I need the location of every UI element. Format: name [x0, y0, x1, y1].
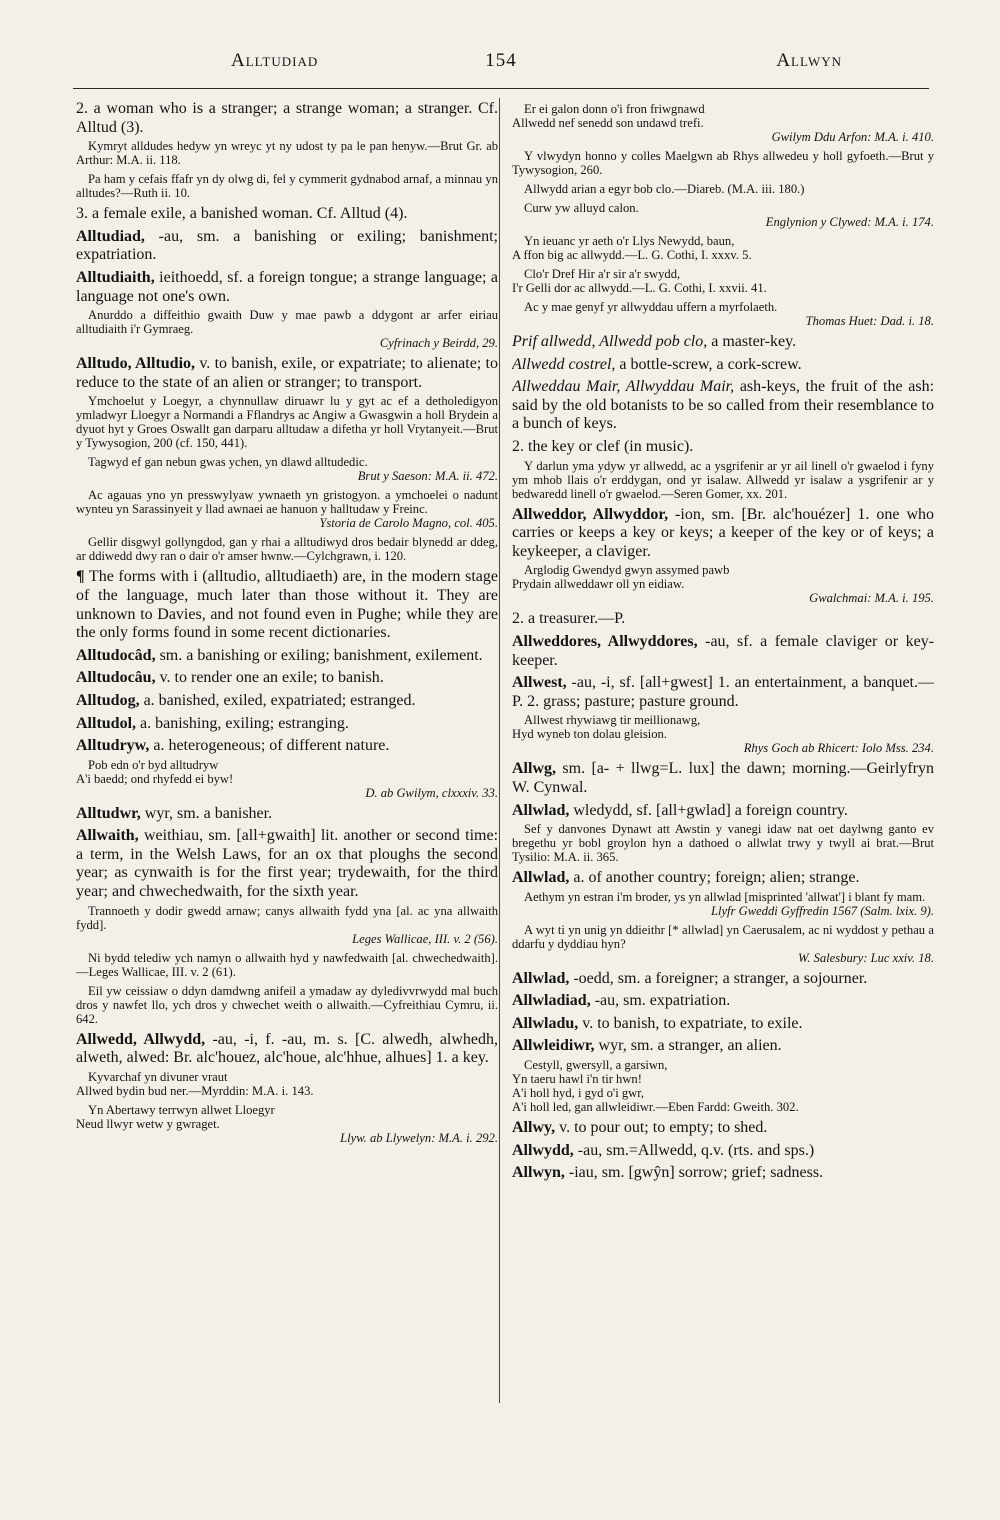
right-column — [512, 100, 934, 1500]
citation-source: Rhys Goch ab Rhicert: Iolo Mss. 234. — [743, 741, 934, 756]
entry-headword: Alltudol, — [76, 714, 137, 732]
entry-definition: sm. a banishing or exiling; banishment, exilement. — [159, 646, 483, 664]
citation-quote — [512, 149, 934, 177]
entry-headword: Alltudiaith, — [76, 268, 155, 286]
citation-text: Pa ham y cefais ffafr yn dy olwg di, fel y cymmerit gydnabod arnaf, a minnau yn alltudes?—Ruth ii. 10. — [76, 172, 498, 201]
citation-text: Arglodig Gwendyd gwyn assymed pawb Prydain allweddawr oll yn eidiaw. — [512, 563, 730, 592]
entry-line — [512, 802, 934, 821]
entry-line — [512, 1164, 934, 1183]
entry-headword: Allwlad, — [512, 869, 570, 887]
entry-definition: ash-keys, the fruit of the ash: said by the old botanists to be so called from their resemblance to a bunch of keys. — [512, 378, 934, 433]
entry-line — [512, 356, 934, 375]
dictionary-entry — [76, 1031, 498, 1145]
citation-quote — [76, 904, 498, 946]
entry-headword: Prif allwedd, Allwedd pob clo, — [512, 333, 708, 350]
dictionary-entry — [512, 760, 934, 797]
entry-definition: v. to render one an exile; to banish. — [159, 669, 384, 687]
entry-definition: -au, sf. a female claviger or key-keeper. — [512, 632, 934, 669]
citation-quote — [512, 822, 934, 864]
column-divider — [499, 98, 500, 1403]
citation-text: Ymchoelut y Loegyr, a chynnullaw diruawr lu y gyt ac ef a detholedigyon ymladwyr Lloegyr a Normandi a Fflandrys ac Angiw a Gwasgwin a holl Brydein a dyuot hyt y Groes Oswallt gan darparu alltudaw a difetha yr holl Vrytanyeit.—Brut y Tywysogion, 200 (cf. 150, 441). — [76, 394, 498, 451]
entry-line — [512, 633, 934, 670]
entry-line — [76, 669, 498, 688]
entry-definition: v. to pour out; to empty; to shed. — [559, 1119, 768, 1137]
entry-line — [76, 228, 498, 265]
entry-line — [512, 438, 934, 457]
citation-quote — [512, 563, 934, 605]
entry-headword: Allwleidiwr, — [512, 1037, 595, 1055]
citation-source: D. ab Gwilym, clxxxiv. 33. — [365, 785, 498, 800]
citation-text: A wyt ti yn unig yn ddieithr [* allwlad] yn Caerusalem, ac ni wyddost y pethau a ddarfu y dyddiau hyn? — [512, 922, 934, 951]
citation-text: Gellir disgwyl gollyngdod, gan y rhai a alltudiwyd dros bedair blynedd ar ddeg, ar ddiwedd dwy ran o dair o'r amser hwnw.—Cylchgrawn, i. 120. — [76, 535, 498, 564]
dictionary-entry — [76, 100, 498, 200]
citation-source: Ystoria de Carolo Magno, col. 405. — [319, 516, 498, 531]
citation-quote — [512, 713, 934, 755]
dictionary-entry — [512, 1015, 934, 1034]
entry-line — [512, 506, 934, 562]
citation-quote — [76, 139, 498, 167]
entry-line — [76, 715, 498, 734]
header-rule — [73, 88, 929, 89]
entry-headword: Allwydd, — [512, 1141, 574, 1159]
entry-definition: 2. a treasurer.—P. — [512, 610, 626, 628]
entry-line — [512, 992, 934, 1011]
entry-line — [512, 378, 934, 434]
entry-definition: a. of another country; foreign; alien; strange. — [573, 869, 860, 887]
entry-line — [512, 1142, 934, 1161]
citation-text: Eil yw ceissiaw o ddyn damdwng anifeil a ymadaw ay dyledivvrwydd mal buch dros y nawfet llo, ych dros y chwechet weith o allwaith.—Cyfreithiau Cymru, ii. 642. — [76, 983, 498, 1026]
entry-headword: Alltudocâd, — [76, 646, 156, 664]
entry-headword: Allwg, — [512, 760, 556, 778]
citation-source: Llyw. ab Llywelyn: M.A. i. 292. — [340, 1130, 498, 1145]
citation-quote — [512, 459, 934, 501]
citation-text: Er ei galon donn o'i fron friwgnawd Allwedd nef senedd son undawd trefi. — [512, 102, 705, 130]
citation-quote — [512, 1058, 934, 1114]
citation-text: Ac y mae genyf yr allwyddau uffern a myrfolaeth. — [524, 300, 778, 314]
entry-headword: Allweddor, Allwyddor, — [512, 505, 669, 523]
entry-definition: ieithoedd, sf. a foreign tongue; a strange language; a language not one's own. — [76, 268, 498, 305]
entry-definition: -au, sm. expatriation. — [594, 992, 731, 1010]
citation-quote — [512, 234, 934, 262]
citation-text: Pob edn o'r byd alltudryw A'i baedd; ond rhyfedd ei byw! — [76, 757, 234, 786]
citation-text: Trannoeth y dodir gwedd arnaw; canys allwaith fydd yna [al. ac yna allwaith fydd]. — [76, 903, 498, 932]
entry-line — [76, 269, 498, 306]
entry-headword: Alltudocâu, — [76, 669, 156, 687]
entry-line — [512, 760, 934, 797]
dictionary-entry — [512, 378, 934, 434]
entry-line — [512, 333, 934, 352]
dictionary-entry — [512, 438, 934, 501]
citation-source: Englynion y Clywed: M.A. i. 174. — [765, 215, 934, 229]
citation-text: Anurddo a diffeithio gwaith Duw y mae pawb a ddygont ar arfer eiriau alltudiaith i'r Gymraeg. — [76, 308, 498, 337]
entry-headword: Alltudo, Alltudio, — [76, 355, 196, 373]
entry-definition: wledydd, sf. [all+gwlad] a foreign country. — [573, 801, 848, 819]
citation-source: Llyfr Gweddi Gyffredin 1567 (Salm. lxix. 9). — [710, 903, 934, 918]
citation-text: Yn Abertawy terrwyn allwet Lloegyr Neud llwyr wetw y gwraget. — [76, 1102, 275, 1131]
entry-definition: The forms with i (alltudio, alltudiaeth) are, in the modern stage of the language, much later than those without it. They are unknown to Davies, and not found even in Pughe; while they are the only forms found in some recent dictionaries. — [76, 568, 498, 642]
entry-line — [76, 205, 498, 224]
entry-definition: -au, -i, f. -au, m. s. [C. alwedh, alwhedh, alweth, alwed: Br. alc'houez, alc'houe, alc'hhue, alhues] 1. a key. — [76, 1030, 498, 1067]
citation-text: Clo'r Dref Hir a'r sir a'r swydd, I'r Gelli dor ac allwydd.—L. G. Cothi, I. xxvii. 41. — [512, 267, 767, 295]
dictionary-entry — [512, 333, 934, 352]
dictionary-entry — [512, 610, 934, 629]
entry-definition: a. banished, exiled, expatriated; estranged. — [143, 691, 416, 709]
citation-text: Y darlun yma ydyw yr allwedd, ac a ysgrifenir ar yr ail linell o'r gwaelod i fyny ym mhob llais o'r erddygan, ond yr isalaw. Allwedd yr isalaw a ysgrifenir ar y bedwaredd linell o'r gwaelod.—Seren Gomer, xx. 201. — [512, 458, 934, 501]
dictionary-entry — [76, 737, 498, 800]
entry-headword: Allwlad, — [512, 969, 570, 987]
entry-line — [512, 674, 934, 711]
citation-text: Aethym yn estran i'm broder, ys yn allwlad [misprinted 'allwat'] i blant fy mam. — [524, 889, 926, 904]
dictionary-entry — [512, 869, 934, 965]
entry-line — [512, 1037, 934, 1056]
entry-headword: Allwlad, — [512, 801, 570, 819]
dictionary-entry — [512, 1142, 934, 1161]
entry-definition: a. banishing, exiling; estranging. — [140, 714, 349, 732]
entry-definition: v. to banish, exile, or expatriate; to alienate; to reduce to the state of an alien or stranger; to transport. — [76, 355, 498, 391]
dictionary-entry — [512, 1119, 934, 1138]
dictionary-entry — [512, 102, 934, 328]
citation-source: Thomas Huet: Dad. i. 18. — [805, 314, 934, 328]
entry-definition: a master-key. — [711, 333, 797, 350]
citation-text: Sef y danvones Dynawt att Awstin y vanegi idaw nat oet daylwng ganto ev bregethu yr bobl groylon hyn a dathoed o allwlat trwy y twyll ai brat.—Brut Tysilio: M.A. ii. 365. — [512, 822, 934, 865]
citation-text: Y vlwydyn honno y colles Maelgwn ab Rhys allwedeu y holl gyfoeth.—Brut y Tywysogion, 260. — [512, 149, 934, 177]
running-header — [70, 50, 932, 84]
citation-text: Tagwyd ef gan nebun gwas ychen, yn dlawd alltudedic. — [88, 455, 368, 470]
dictionary-entry — [512, 674, 934, 755]
entry-definition: -au, -i, sf. [all+gwest] 1. an entertainment, a banquet.—P. 2. grass; pasture; pasture ground. — [512, 674, 934, 710]
citation-text: Allwest rhywiawg tir meillionawg, Hyd wyneb ton dolau gleision. — [512, 713, 701, 742]
entry-line — [512, 610, 934, 629]
dictionary-entry — [76, 205, 498, 224]
citation-source: Gwilym Ddu Arfon: M.A. i. 410. — [771, 130, 934, 144]
entry-definition: -au, sm.=Allwedd, q.v. (rts. and sps.) — [577, 1141, 815, 1159]
entry-line — [76, 1031, 498, 1068]
citation-text: Kyvarchaf yn divuner vraut Allwed bydin bud ner.—Myrddin: M.A. i. 143. — [76, 1069, 314, 1098]
dictionary-entry — [76, 669, 498, 688]
citation-quote — [76, 488, 498, 530]
header-right-guideword: Allwyn — [776, 50, 842, 71]
entry-line — [512, 970, 934, 989]
page-number: 154 — [485, 50, 517, 71]
citation-text: Kymryt alldudes hedyw yn wreyc yt ny udost ty pa le pan henyw.—Brut Gr. ab Arthur: M.A. ii. 118. — [76, 139, 498, 168]
entry-definition: wyr, sm. a stranger, an alien. — [598, 1037, 782, 1055]
citation-text: Ni bydd telediw ych namyn o allwaith hyd y nawfedwaith [al. chwechedwaith].—Leges Wallicae, III. v. 2 (61). — [76, 950, 498, 979]
entry-definition: 2. a woman who is a stranger; a strange woman; a stranger. Cf. Alltud (3). — [76, 100, 498, 136]
entry-definition: v. to banish, to expatriate, to exile. — [582, 1014, 803, 1032]
entry-headword: Allwladiad, — [512, 992, 591, 1010]
entry-definition: sm. [a- + llwg=L. lux] the dawn; morning.—Geirlyfryn W. Cynwal. — [512, 760, 934, 796]
citation-text: Cestyll, gwersyll, a garsiwn, Yn taeru hawl i'n tir hwn! A'i holl hyd, i gyd o'i gwr, A'i holl led, gan allwleidiwr.—Eben Fardd: Gweith. 302. — [512, 1058, 799, 1115]
entry-line — [76, 805, 498, 824]
citation-text: Curw yw alluyd calon. — [524, 201, 639, 215]
entry-line — [76, 100, 498, 137]
entry-line — [76, 355, 498, 392]
citation-quote — [512, 300, 934, 328]
dictionary-entry — [512, 992, 934, 1011]
dictionary-entry — [76, 355, 498, 563]
entry-definition: a. heterogeneous; of different nature. — [153, 737, 390, 755]
entry-definition: 2. the key or clef (in music). — [512, 437, 694, 455]
entry-headword: Allwaith, — [76, 827, 139, 845]
dictionary-entry — [76, 827, 498, 1025]
entry-line — [512, 1015, 934, 1034]
dictionary-entry — [512, 506, 934, 606]
entry-line — [76, 692, 498, 711]
entry-headword: Alltudog, — [76, 691, 140, 709]
entry-definition: weithiau, sm. [all+gwaith] lit. another or second time: a term, in the Welsh Laws, for an ox that ploughs the second year; as cynwaith is for the first year; trydewaith, for the third year; and chwechedwaith, for the sixth year. — [76, 827, 498, 901]
citation-quote — [512, 182, 934, 196]
entry-headword: Allwedd costrel, — [512, 355, 616, 373]
dictionary-entry — [512, 633, 934, 670]
dictionary-entry — [512, 970, 934, 989]
citation-text: Yn ieuanc yr aeth o'r Llys Newydd, baun, A ffon big ac allwydd.—L. G. Cothi, I. xxxv. 5. — [512, 234, 752, 262]
citation-quote — [512, 923, 934, 965]
citation-quote — [76, 1103, 498, 1145]
citation-quote — [76, 394, 498, 450]
dictionary-entry — [76, 269, 498, 350]
dictionary-entry — [76, 647, 498, 666]
dictionary-entry — [76, 692, 498, 711]
citation-quote — [512, 102, 934, 144]
dictionary-entry — [512, 802, 934, 865]
entry-line — [512, 1119, 934, 1138]
citation-text: Ac agauas yno yn presswylyaw ywnaeth yn gristogyon. a ymchoelei o nadunt wynteu yn Sarassinyeit y llad awnaei ae hanuon y halltudaw y Freinc. — [76, 488, 498, 517]
dictionary-entry — [76, 805, 498, 824]
citation-quote — [76, 172, 498, 200]
citation-quote — [512, 890, 934, 918]
citation-quote — [76, 535, 498, 563]
entry-headword: Allwyn, — [512, 1164, 565, 1182]
entry-headword: ¶ — [76, 568, 85, 586]
citation-quote — [512, 201, 934, 229]
entry-headword: Alltudwr, — [76, 804, 141, 822]
citation-quote — [76, 308, 498, 350]
entry-line — [76, 568, 498, 642]
dictionary-entry — [76, 715, 498, 734]
entry-headword: Alltudryw, — [76, 737, 150, 755]
entry-definition: -iau, sm. [gwŷn] sorrow; grief; sadness. — [568, 1164, 824, 1182]
dictionary-entry — [76, 228, 498, 265]
entry-definition: -au, sm. a banishing or exiling; banishment; expatriation. — [76, 227, 498, 264]
citation-quote — [76, 984, 498, 1026]
citation-text: Allwydd arian a egyr bob clo.—Diareb. (M.A. iii. 180.) — [524, 182, 805, 196]
dictionary-entry — [512, 1037, 934, 1114]
entry-headword: Allwladu, — [512, 1014, 579, 1032]
entry-headword: Allweddores, Allwyddores, — [512, 632, 698, 650]
entry-definition: wyr, sm. a banisher. — [144, 804, 273, 822]
entry-headword: Allwedd, Allwydd, — [76, 1030, 206, 1048]
citation-source: Cyfrinach y Beirdd, 29. — [379, 336, 498, 351]
citation-source: Brut y Saeson: M.A. ii. 472. — [357, 469, 498, 484]
citation-quote — [512, 267, 934, 295]
entry-headword: Allwest, — [512, 674, 567, 692]
entry-headword: Alltudiad, — [76, 227, 145, 245]
entry-line — [76, 737, 498, 756]
citation-quote — [76, 951, 498, 979]
entry-headword: Allweddau Mair, Allwyddau Mair, — [512, 378, 735, 396]
entry-line — [76, 827, 498, 901]
citation-quote — [76, 1070, 498, 1098]
entry-headword: Allwy, — [512, 1119, 556, 1137]
citation-quote — [76, 455, 498, 483]
dictionary-entry — [512, 356, 934, 375]
citation-source: W. Salesbury: Luc xxiv. 18. — [797, 950, 934, 965]
entry-definition: a bottle-screw, a cork-screw. — [619, 355, 802, 373]
entry-line — [76, 647, 498, 666]
entry-definition: 3. a female exile, a banished woman. Cf. Alltud (4). — [76, 205, 408, 223]
citation-quote — [76, 758, 498, 800]
entry-definition: -oedd, sm. a foreigner; a stranger, a sojourner. — [573, 969, 868, 987]
citation-source: Gwalchmai: M.A. i. 195. — [809, 591, 934, 606]
dictionary-entry — [76, 568, 498, 642]
entry-line — [512, 869, 934, 888]
dictionary-entry — [512, 1164, 934, 1183]
entry-definition: -ion, sm. [Br. alc'houézer] 1. one who carries or keeps a key or keys; a keeper of the key or of keys; a keykeeper, a claviger. — [512, 505, 934, 560]
left-column — [76, 100, 498, 1500]
citation-source: Leges Wallicae, III. v. 2 (56). — [352, 931, 498, 946]
header-left-guideword: Alltudiad — [231, 50, 319, 71]
